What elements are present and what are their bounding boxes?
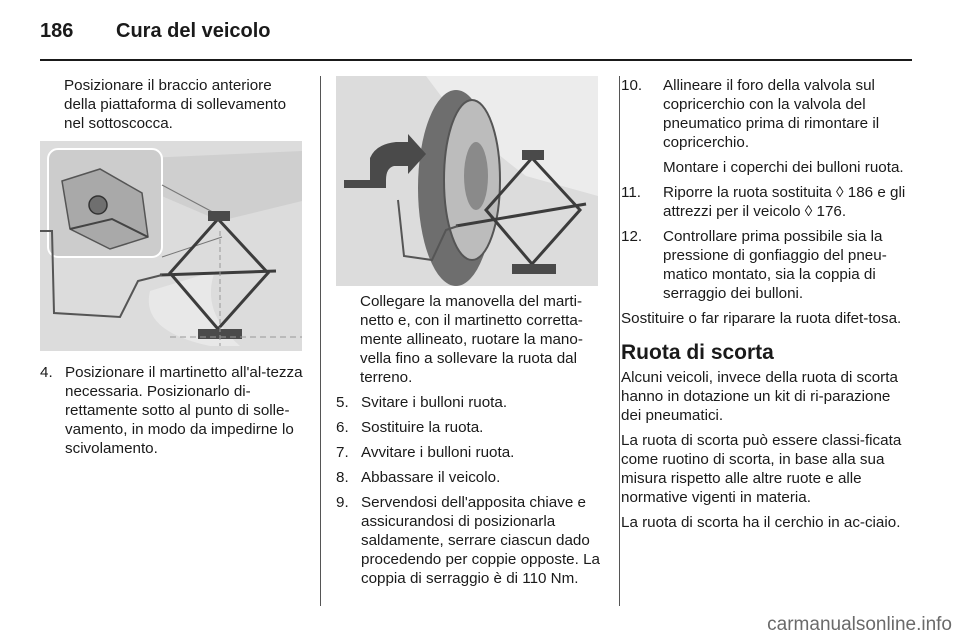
step-number: 6. — [336, 419, 349, 436]
step-number: 8. — [336, 469, 349, 486]
step-text: Servendosi dell'apposita chiave e assicurandosi di posizionarla saldamente, serrare ciascun dado procedendo per coppie opposte. La coppia di serraggio è di 110 Nm. — [361, 494, 600, 587]
jack-crank-illustration — [336, 76, 598, 286]
step-text: Abbassare il veicolo. — [361, 469, 501, 486]
step-7 — [336, 443, 604, 462]
section-heading: Ruota di scorta — [621, 341, 774, 364]
step-9 — [336, 493, 604, 588]
spare-paragraph: Alcuni veicoli, invece della ruota di scorta hanno in dotazione un kit di ri-parazione dei pneumatici. — [621, 369, 898, 424]
step-8 — [336, 468, 604, 487]
step-number: 7. — [336, 444, 349, 461]
replace-wheel-paragraph: Sostituire o far riparare la ruota difet-tosa. — [621, 310, 902, 327]
step-text: Riporre la ruota sostituita ◊ 186 e gli attrezzi per il veicolo ◊ 176. — [663, 184, 906, 220]
step-number: 5. — [336, 394, 349, 411]
step-4 — [40, 363, 306, 458]
spare-paragraph: La ruota di scorta può essere classi-ficata come ruotino di scorta, in base alla sua misura rispetto alle altre ruote e alle normative vigenti in materia. — [621, 432, 902, 506]
step-10 — [621, 76, 906, 152]
step-11 — [621, 183, 906, 221]
chapter-title: Cura del veicolo — [116, 20, 271, 42]
step-number: 11. — [621, 184, 641, 201]
step-text: Sostituire la ruota. — [361, 419, 484, 436]
step-10-subtext: Montare i coperchi dei bulloni ruota. — [663, 159, 904, 176]
step-number: 12. — [621, 228, 643, 245]
page-header — [40, 20, 912, 60]
step-text: Controllare prima possibile sia la pressione di gonfiaggio del pneu-matico montato, sia la coppia di serraggio dei bulloni. — [663, 228, 887, 302]
intro-paragraph: Posizionare il braccio anteriore della piattaforma di sollevamento nel sottoscocca. — [64, 77, 287, 132]
column-divider-2 — [619, 76, 620, 606]
step-text: Allineare il foro della valvola sul copricerchio con la valvola del pneumatico prima di rimontare il copricerchio. — [663, 77, 880, 151]
step-text: Avvitare i bulloni ruota. — [361, 444, 515, 461]
column-right — [621, 76, 906, 538]
step-text: Posizionare il martinetto all'al-tezza necessaria. Posizionarlo di-rettamente sotto al punto di solle-vamento, in modo da impedirne lo scivolamento. — [65, 364, 303, 457]
crank-paragraph: Collegare la manovella del marti-netto e, con il martinetto corretta-mente allineato, ruotare la mano-vella fino a sollevare la ruota dal terreno. — [360, 293, 583, 386]
column-divider-1 — [320, 76, 321, 606]
column-left — [40, 76, 306, 464]
watermark-text: carmanualsonline.info — [767, 614, 952, 635]
spare-paragraph: La ruota di scorta ha il cerchio in ac-ciaio. — [621, 514, 901, 531]
step-6 — [336, 418, 604, 437]
jack-under-sill-illustration — [40, 141, 302, 351]
step-text: Svitare i bulloni ruota. — [361, 394, 508, 411]
step-12 — [621, 227, 906, 303]
step-number: 9. — [336, 494, 349, 511]
step-number: 10. — [621, 77, 643, 94]
step-number: 4. — [40, 364, 53, 381]
step-5 — [336, 393, 604, 412]
header-rule — [40, 59, 912, 61]
column-middle — [336, 76, 604, 594]
page-number: 186 — [40, 20, 74, 42]
